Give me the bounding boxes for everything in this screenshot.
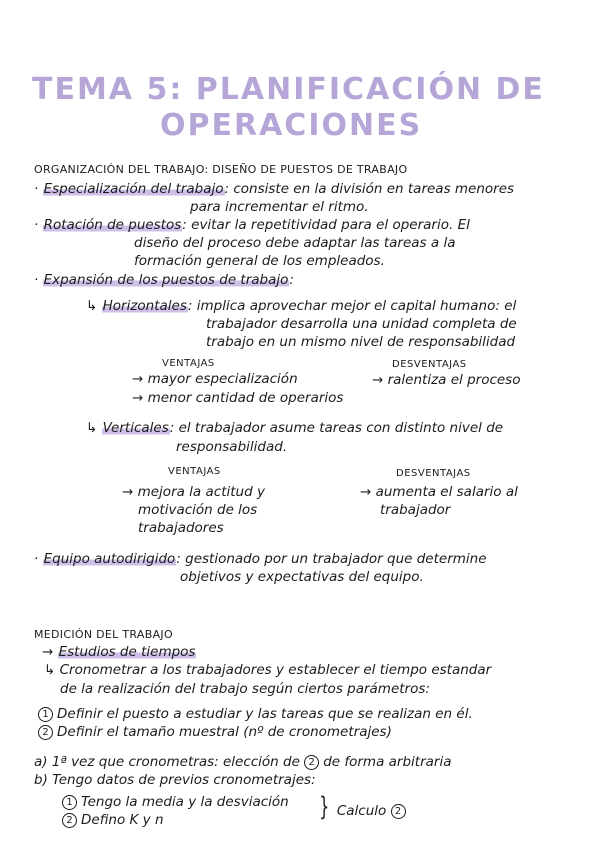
hor-ventaja-2: → menor cantidad de operarios — [132, 390, 344, 406]
case-a — [34, 754, 451, 770]
rot-text-1: : evitar la repetitividad para el operario. El — [182, 217, 470, 233]
esp-term: Especialización del trabajo — [43, 181, 224, 197]
eq-text-2: objetivos y expectativas del equipo. — [180, 569, 424, 585]
calculo-number: 2 — [391, 804, 406, 819]
crono-line-1: ↳ Cronometrar a los trabajadores y establecer el tiempo estandar — [44, 662, 492, 678]
case-b: b) Tengo datos de previos cronometrajes: — [34, 772, 316, 788]
esp-text-1: : consiste en la división en tareas menores — [224, 181, 515, 197]
case-b-item-1-text: Tengo la media y la desviación — [81, 794, 289, 810]
case-a-number: 2 — [304, 755, 319, 770]
esp-line-1: · Especialización del trabajo: consiste en la división en tareas menores — [34, 181, 515, 197]
case-b-item-2 — [62, 812, 164, 828]
ver-ventaja-2: motivación de los — [138, 502, 258, 518]
ver-ventaja-3: trabajadores — [138, 520, 224, 536]
case-b-item-2-number: 2 — [62, 813, 77, 828]
ver-ventaja-1: → mejora la actitud y — [122, 484, 265, 500]
exp-term: Expansión de los puestos de trabajo — [43, 272, 289, 288]
hor-term: Horizontales — [102, 298, 187, 314]
ver-line-1: ↳ Verticales: el trabajador asume tareas con distinto nivel de — [86, 420, 504, 436]
hor-desventajas-label: DESVENTAJAS — [392, 359, 467, 370]
brace-glyph: } — [319, 792, 330, 822]
case-b-item-1-number: 1 — [62, 795, 77, 810]
case-a-text-2: de forma arbitraria — [323, 754, 452, 770]
med-heading: MEDICIÓN DEL TRABAJO — [34, 628, 173, 641]
step-1-text: Definir el puesto a estudiar y las tareas que se realizan en él. — [57, 706, 473, 722]
hor-text-1: : implica aprovechar mejor el capital humano: el — [187, 298, 517, 314]
rot-line-1: · Rotación de puestos: evitar la repetitividad para el operario. El — [34, 217, 470, 233]
ver-desventaja-2: trabajador — [380, 502, 451, 518]
eq-term: Equipo autodirigido — [43, 551, 176, 567]
exp-line: · Expansión de los puestos de trabajo: — [34, 272, 294, 288]
eq-line-1: · Equipo autodirigido: gestionado por un trabajador que determine — [34, 551, 487, 567]
ver-ventajas-label: VENTAJAS — [168, 466, 221, 477]
rot-term: Rotación de puestos — [43, 217, 182, 233]
title-line-2: OPERACIONES — [160, 108, 423, 143]
calculo-text: Calculo — [336, 803, 387, 819]
exp-colon: : — [289, 272, 294, 288]
estudios-line: → Estudios de tiempos — [42, 644, 196, 660]
ver-desventajas-label: DESVENTAJAS — [396, 468, 471, 479]
hor-ventaja-1: → mayor especialización — [132, 371, 298, 387]
hor-ventajas-label: VENTAJAS — [162, 358, 215, 369]
rot-text-3: formación general de los empleados. — [134, 253, 385, 269]
org-heading: ORGANIZACIÓN DEL TRABAJO: DISEÑO DE PUESTOS DE TRABAJO — [34, 163, 408, 176]
ver-text-2: responsabilidad. — [176, 439, 288, 455]
rot-text-2: diseño del proceso debe adaptar las tareas a la — [134, 235, 456, 251]
case-b-item-1 — [62, 794, 289, 810]
step-1-number: 1 — [38, 707, 53, 722]
estudios-term: Estudios de tiempos — [58, 644, 196, 660]
hor-line-1: ↳ Horizontales: implica aprovechar mejor el capital humano: el — [86, 298, 517, 314]
ver-desventaja-1: → aumenta el salario al — [360, 484, 518, 500]
esp-text-2: para incrementar el ritmo. — [190, 199, 369, 215]
calculo-note — [316, 792, 410, 822]
case-a-text-1: a) 1ª vez que cronometras: elección de — [34, 754, 300, 770]
hor-desventaja-1: → ralentiza el proceso — [372, 372, 521, 388]
case-b-item-2-text: Defino K y n — [81, 812, 164, 828]
hor-text-2: trabajador desarrolla una unidad completa de — [206, 316, 517, 332]
crono-text-2: de la realización del trabajo según ciertos parámetros: — [60, 681, 430, 697]
eq-text-1: : gestionado por un trabajador que determine — [176, 551, 487, 567]
ver-text-1: : el trabajador asume tareas con distinto nivel de — [169, 420, 504, 436]
step-2-text: Definir el tamaño muestral (nº de cronometrajes) — [57, 724, 392, 740]
step-2 — [38, 724, 392, 740]
step-1 — [38, 706, 473, 722]
title-line-1: TEMA 5: PLANIFICACIÓN DE — [32, 72, 545, 107]
hor-text-3: trabajo en un mismo nivel de responsabilidad — [206, 334, 516, 350]
ver-term: Verticales — [102, 420, 169, 436]
crono-text-1: Cronometrar a los trabajadores y establecer el tiempo estandar — [59, 662, 492, 678]
step-2-number: 2 — [38, 725, 53, 740]
